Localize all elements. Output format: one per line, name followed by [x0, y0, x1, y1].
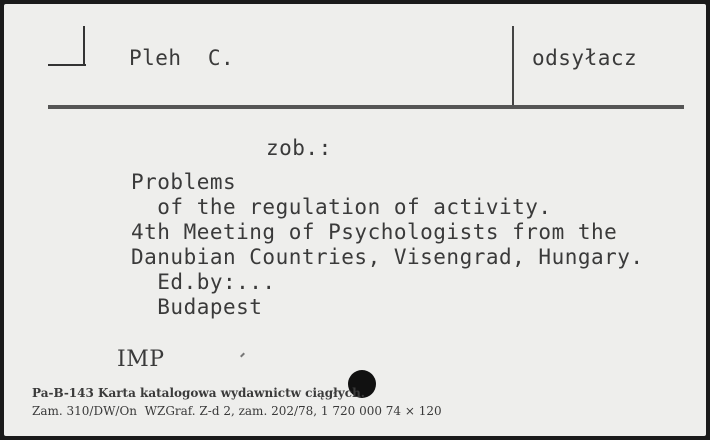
card-type-label: odsyłacz [532, 46, 638, 70]
entry-line-2: of the regulation of activity. [131, 195, 552, 219]
pencil-mark [240, 353, 245, 358]
corner-mark-base [48, 64, 86, 66]
footer-line-1: Pa-B-143 Karta katalogowa wydawnictw ciągłych. [32, 386, 365, 400]
footer-line-2: Zam. 310/DW/On WZGraf. Z-d 2, zam. 202/78, 1 720 000 74 × 120 [32, 404, 442, 418]
stamp-text: IMP [117, 347, 165, 372]
corner-mark [83, 26, 85, 66]
entry-line-4: Danubian Countries, Visengrad, Hungary. [131, 245, 644, 269]
entry-line-6: Budapest [131, 295, 263, 319]
header-rule [48, 105, 684, 109]
author-name: Pleh C. [129, 46, 235, 70]
entry-line-5: Ed.by:... [131, 270, 276, 294]
see-also-label: zob.: [266, 136, 332, 160]
catalog-card [4, 4, 706, 436]
entry-line-1: Problems [131, 170, 237, 194]
header-divider [512, 26, 514, 108]
entry-line-3: 4th Meeting of Psychologists from the [131, 220, 618, 244]
